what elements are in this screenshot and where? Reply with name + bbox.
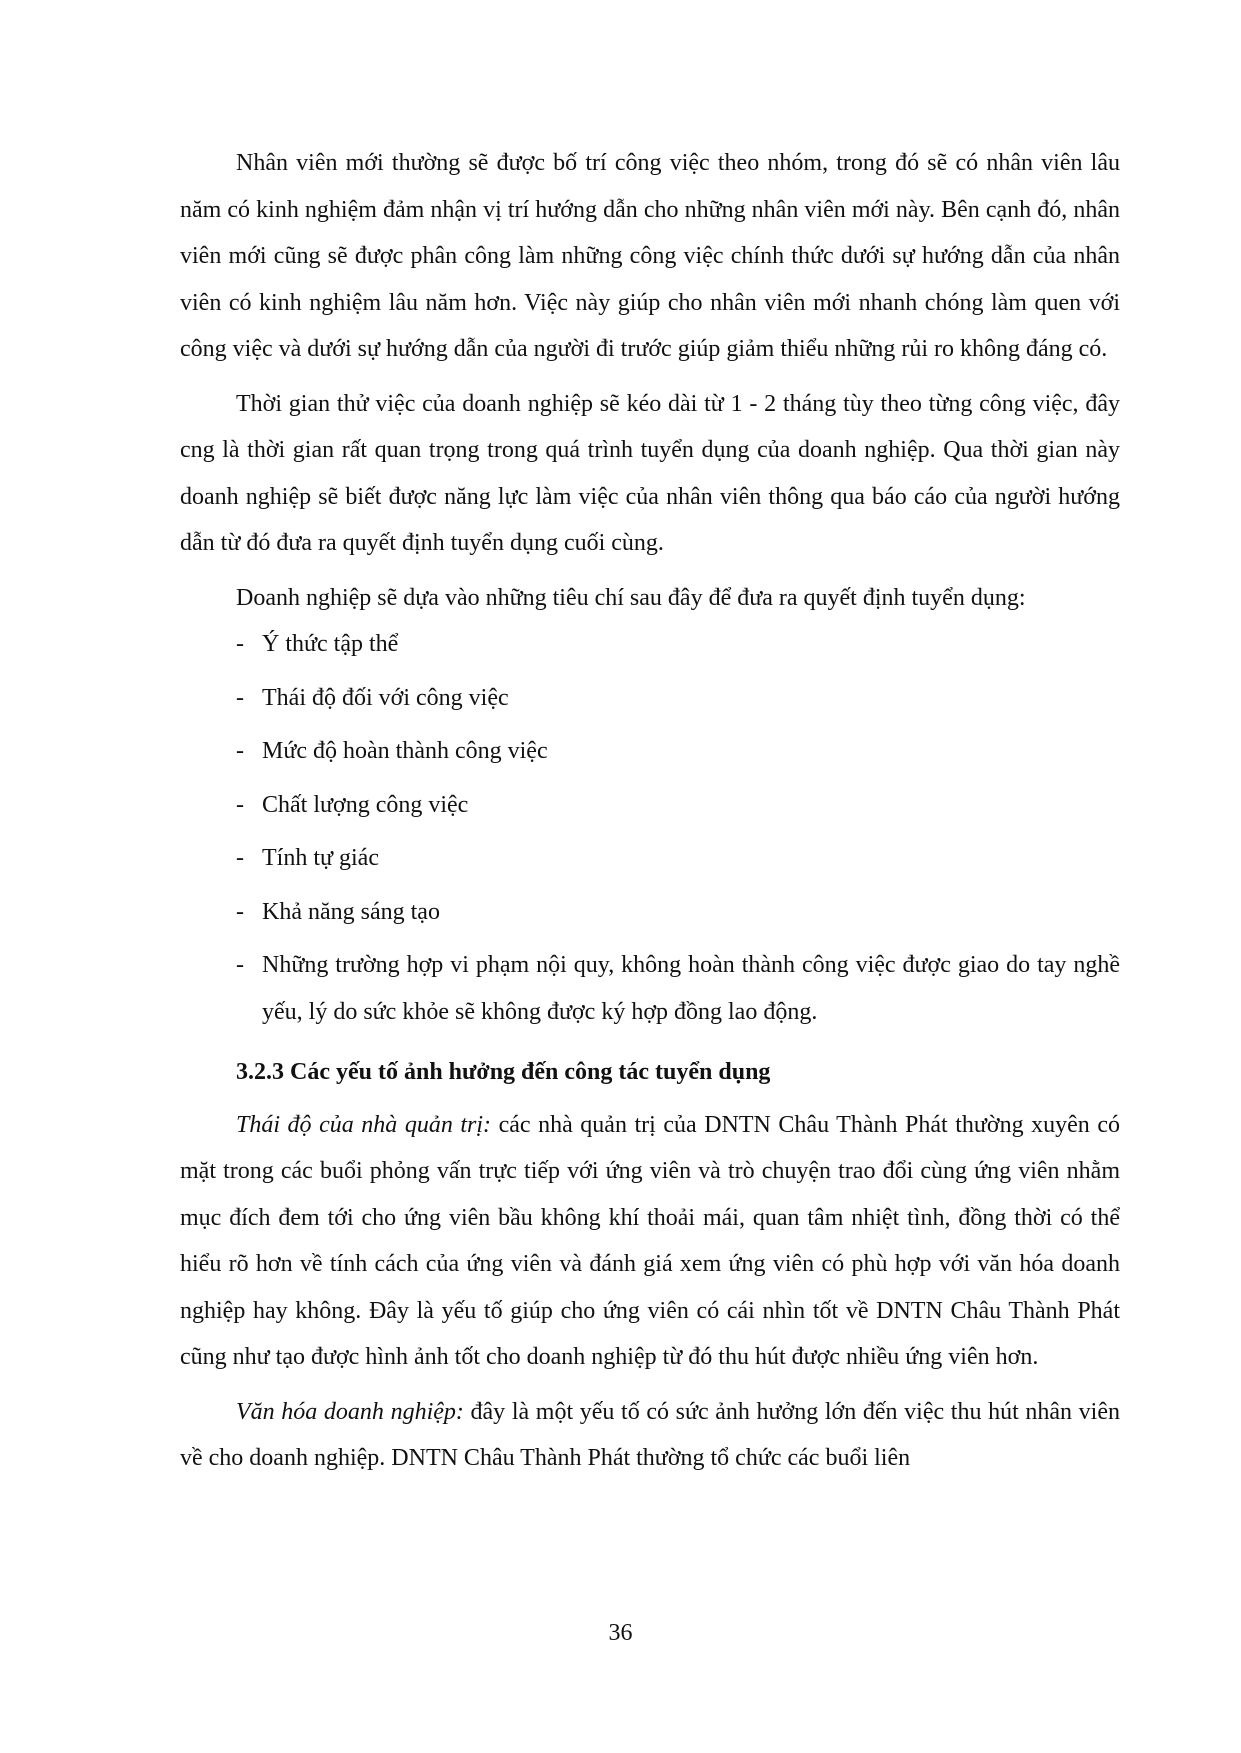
paragraph-probation-period: Thời gian thử việc của doanh nghiệp sẽ kéo dài từ 1 - 2 tháng tùy theo từng công việc, đây cng là thời gian rất quan trọng trong quá trình tuyển dụng của doanh nghiệp. Qua thời gian này doanh nghiệp sẽ biết được năng lực làm việc của nhân viên thông qua báo cáo của người hướng dẫn từ đó đưa ra quyết định tuyển dụng cuối cùng. — [180, 390, 1120, 556]
criteria-item — [180, 728, 1120, 775]
criteria-item — [180, 621, 1120, 668]
criteria-item-text: Thái độ đối với công việc — [262, 684, 509, 711]
criteria-item-text: Tính tự giác — [262, 845, 379, 871]
criteria-item — [180, 835, 1120, 882]
criteria-item-text: Ý thức tập thể — [262, 631, 399, 657]
paragraph-criteria-intro: Doanh nghiệp sẽ dựa vào những tiêu chí sau đây để đưa ra quyết định tuyển dụng: — [236, 584, 1026, 611]
paragraph-body: đây là một yếu tố có sức ảnh hưởng lớn đến việc thu hút nhân viên về cho doanh nghiệp. DNTN Châu Thành Phát thường tổ chức các buổi liên — [180, 1398, 1120, 1471]
section-heading: 3.2.3 Các yếu tố ảnh hưởng đến công tác tuyển dụng — [236, 1059, 771, 1085]
page-body — [180, 140, 1120, 1482]
dash-bullet: - — [236, 898, 244, 925]
criteria-item-text: Mức độ hoàn thành công việc — [262, 738, 548, 764]
paragraph-lead-italic: Văn hóa doanh nghiệp: — [236, 1398, 464, 1425]
criteria-item — [180, 889, 1120, 936]
criteria-item — [180, 782, 1120, 829]
dash-bullet: - — [236, 791, 244, 818]
paragraph-corporate-culture — [180, 1389, 1120, 1482]
paragraph-new-employee-teams: Nhân viên mới thường sẽ được bố trí công việc theo nhóm, trong đó sẽ có nhân viên lâu năm có kinh nghiệm đảm nhận vị trí hướng dẫn cho những nhân viên mới này. Bên cạnh đó, nhân viên mới cũng sẽ được phân công làm những công việc chính thức dưới sự hướng dẫn của nhân viên có kinh nghiệm lâu năm hơn. Việc này giúp cho nhân viên mới nhanh chóng làm quen với công việc và dưới sự hướng dẫn của người đi trước giúp giảm thiểu những rủi ro không đáng có. — [180, 150, 1120, 362]
dash-bullet: - — [236, 845, 244, 871]
criteria-item-text: Chất lượng công việc — [262, 791, 469, 818]
criteria-item-text: Khả năng sáng tạo — [262, 898, 440, 925]
dash-bullet: - — [236, 952, 244, 978]
dash-bullet: - — [236, 684, 244, 711]
dash-bullet: - — [236, 631, 244, 657]
criteria-list — [180, 621, 1120, 1035]
dash-bullet: - — [236, 738, 244, 764]
criteria-item — [180, 675, 1120, 722]
page-number: 36 — [608, 1620, 633, 1646]
criteria-item-text: Những trường hợp vi phạm nội quy, không hoàn thành công việc được giao do tay nghề yếu, lý do sức khỏe sẽ không được ký hợp đồng lao động. — [262, 952, 1120, 1025]
paragraph-manager-attitude — [180, 1102, 1120, 1381]
paragraph-body: các nhà quản trị của DNTN Châu Thành Phát thường xuyên có mặt trong các buổi phỏng vấn trực tiếp với ứng viên và trò chuyện trao đổi cùng ứng viên nhằm mục đích đem tới cho ứng viên bầu không khí thoải mái, quan tâm nhiệt tình, đồng thời có thể hiểu rõ hơn về tính cách của ứng viên và đánh giá xem ứng viên có phù hợp với văn hóa doanh nghiệp hay không. Đây là yếu tố giúp cho ứng viên có cái nhìn tốt về DNTN Châu Thành Phát cũng như tạo được hình ảnh tốt cho doanh nghiệp từ đó thu hút được nhiều ứng viên hơn. — [180, 1111, 1120, 1370]
paragraph-lead-italic: Thái độ của nhà quản trị: — [236, 1111, 492, 1138]
criteria-item — [180, 942, 1120, 1035]
